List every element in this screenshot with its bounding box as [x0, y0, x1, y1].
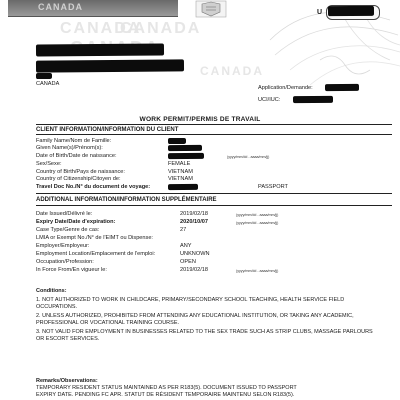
in-force-label: In Force From/En vigueur le:	[36, 267, 107, 273]
date-issued-format-hint: (yyyy/mm/dd - aaaa/mm/jj)	[236, 213, 279, 217]
coat-of-arms-icon	[194, 0, 228, 18]
citizenship-label: Country of Citizenship/Citoyen de:	[36, 176, 121, 182]
condition-item: 3. NOT VALID FOR EMPLOYMENT IN BUSINESSES RELATED TO THE SEX TRADE SUCH AS STRIP CLUBS, MASSAGE PARLOURS OR ESCORT SERVICES.	[36, 329, 373, 343]
expiry-date-label: Expiry Date/Date d'expiration:	[36, 219, 116, 225]
remarks-line: TEMPORARY RESIDENT STATUS MAINTAINED AS PER R183(5). DOCUMENT ISSUED TO PASSPORT	[36, 385, 297, 391]
sex-label: Sex/Sexe:	[36, 161, 62, 167]
occupation-label: Occupation/Profession:	[36, 259, 94, 265]
country-label: CANADA	[36, 81, 60, 87]
redacted-holder-address-2	[36, 73, 52, 79]
banner-watermark: CANADA	[38, 2, 83, 12]
client-section-divider	[36, 134, 392, 135]
document-title: WORK PERMIT/PERMIS DE TRAVAIL	[139, 116, 261, 123]
family-name-label: Family Name/Nom de Famille:	[36, 138, 112, 144]
header-banner	[8, 0, 178, 17]
given-names-label: Given Name(s)/Prénom(s):	[36, 145, 103, 151]
additional-section-top-divider	[36, 193, 392, 194]
redacted-holder-name	[36, 43, 164, 56]
country-of-birth-value: VIETNAM	[168, 169, 193, 175]
date-issued-value: 2019/02/18	[180, 211, 208, 217]
occupation-value: OPEN	[180, 259, 196, 265]
date-issued-label: Date Issued/Délivré le:	[36, 211, 93, 217]
in-force-value: 2019/02/18	[180, 267, 208, 273]
document-id-prefix: U	[317, 9, 323, 16]
employer-value: ANY	[180, 243, 192, 249]
country-of-birth-label: Country of Birth/Pays de naissance:	[36, 169, 125, 175]
employment-location-value: UNKNOWN	[180, 251, 210, 257]
expiry-date-format-hint: (yyyy/mm/dd - aaaa/mm/jj)	[236, 221, 279, 225]
redacted-family-name	[168, 138, 186, 144]
redacted-travel-doc-number	[168, 184, 198, 190]
case-type-label: Case Type/Genre de cas:	[36, 227, 100, 233]
dob-label: Date of Birth/Date de naissance:	[36, 153, 117, 159]
travel-doc-label: Travel Doc No./N° du document de voyage:	[36, 184, 151, 190]
redacted-application-number	[325, 84, 359, 91]
remarks-line: EXPIRY DATE. PENDING FC APR. STATUT DE RÉSIDENT TEMPORAIRE MAINTENU SELON R183(5).	[36, 392, 295, 398]
condition-item: 2. UNLESS AUTHORIZED, PROHIBITED FROM ATTENDING ANY EDUCATIONAL INSTITUTION, OR TAKING ANY ACADEMIC, PROFESSIONAL OR VOCATIONAL TRAINING COURSE.	[36, 313, 354, 327]
watermark-text: CANADA	[120, 20, 202, 37]
watermark-text: CANADA	[60, 20, 142, 37]
uci-label: UCI/IUC:	[258, 97, 281, 103]
redacted-given-names	[168, 145, 202, 151]
citizenship-value: VIETNAM	[168, 176, 193, 182]
travel-doc-type: PASSPORT	[258, 184, 288, 190]
condition-item: 1. NOT AUTHORIZED TO WORK IN CHILDCARE, PRIMARY/SECONDARY SCHOOL TEACHING, HEALTH SERVICE FIELD OCCUPATIONS.	[36, 297, 345, 311]
additional-section-divider	[36, 205, 392, 206]
employer-label: Employer/Employeur:	[36, 243, 90, 249]
watermark-text: CANADA	[200, 64, 264, 78]
title-divider	[36, 124, 392, 125]
redacted-uci-number	[293, 96, 333, 103]
redacted-holder-address	[36, 59, 184, 72]
client-section-heading: CLIENT INFORMATION/INFORMATION DU CLIENT	[36, 127, 179, 133]
dob-format-hint: (yyyy/mm/dd - aaaa/mm/jj)	[227, 155, 270, 159]
additional-section-heading: ADDITIONAL INFORMATION/INFORMATION SUPPLÉMENTAIRE	[36, 197, 217, 203]
in-force-format-hint: (yyyy/mm/dd - aaaa/mm/jj)	[236, 269, 279, 273]
redacted-dob	[168, 153, 204, 159]
lmia-label: LMIA or Exempt No./N° de l'EIMT ou Dispense:	[36, 235, 153, 241]
expiry-date-value: 2020/10/07	[180, 219, 208, 225]
conditions-heading: Conditions:	[36, 288, 67, 294]
application-label: Application/Demande:	[258, 85, 313, 91]
remarks-heading: Remarks/Observations:	[36, 378, 98, 384]
case-type-value: 27	[180, 227, 187, 233]
sex-value: FEMALE	[168, 161, 191, 167]
redacted-document-id	[328, 6, 374, 16]
employment-location-label: Employment Location/Emplacement de l'emploi:	[36, 251, 156, 257]
